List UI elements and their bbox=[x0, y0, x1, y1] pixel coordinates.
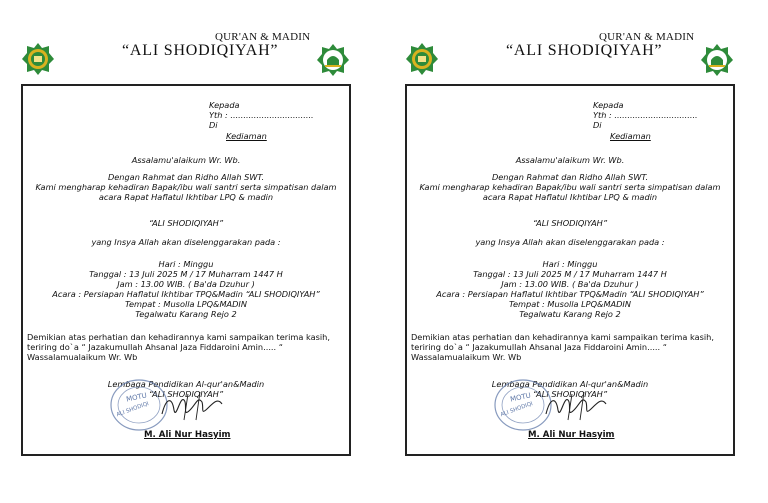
address-kediaman: Kediaman bbox=[610, 131, 651, 141]
schedule-place: Tempat : Musolla LPQ&MADIN bbox=[509, 299, 631, 309]
header-line1: QUR'AN & MADIN bbox=[599, 31, 695, 43]
schedule-event: Acara : Persiapan Haflatul Ikhtibar TPQ&Madin “ALI SHODIQIYAH” bbox=[52, 289, 320, 299]
closing-line-3: Wassalamualaikum Wr. Wb bbox=[27, 352, 138, 362]
closing-line-2: teriring do`a “ Jazakumullah Ahsanal Jaza Fiddaroini Amin..... “ bbox=[27, 342, 283, 352]
header-title: “ALI SHODIQIYAH” bbox=[506, 42, 663, 59]
intro-line-2: Kami mengharap kehadiran Bapak/ibu wali santri serta simpatisan dalam bbox=[35, 182, 337, 192]
invitation-frame bbox=[21, 84, 351, 456]
will-be-held: yang Insya Allah akan diselenggarakan pada : bbox=[91, 237, 281, 247]
address-kepada: Kepada bbox=[593, 100, 624, 110]
intro-line-1: Dengan Rahmat dan Ridho Allah SWT. bbox=[107, 172, 265, 182]
closing-line-1: Demikian atas perhatian dan kehadirannya kami sampaikan terima kasih, bbox=[411, 332, 714, 342]
schedule-date: Tanggal : 13 Juli 2025 M / 17 Muharram 1447 H bbox=[89, 269, 283, 279]
mosque-emblem-icon bbox=[700, 43, 734, 77]
schedule-time: Jam : 13.00 WIB. ( Ba'da Dzuhur ) bbox=[501, 279, 639, 289]
stamp-top-text: MOTU bbox=[509, 391, 532, 404]
header-line1: QUR'AN & MADIN bbox=[215, 31, 311, 43]
address-yth: Yth : ................................ bbox=[593, 110, 698, 120]
intro-line-2: Kami mengharap kehadiran Bapak/ibu wali santri serta simpatisan dalam bbox=[419, 182, 721, 192]
schedule-place2: Tegalwatu Karang Rejo 2 bbox=[135, 309, 237, 319]
lpq-emblem-icon bbox=[405, 42, 439, 76]
schedule-day: Hari : Minggu bbox=[542, 259, 598, 269]
stamp-mid-text: ALI SHODIQI bbox=[499, 401, 534, 419]
intro-line-3: acara Rapat Haflatul Ikhtibar LPQ & madin bbox=[482, 192, 658, 202]
sign-institution-name: “ALI SHODIQIYAH” bbox=[532, 389, 608, 399]
address-yth: Yth : ................................ bbox=[209, 110, 314, 120]
closing-line-2: teriring do`a “ Jazakumullah Ahsanal Jaza Fiddaroini Amin..... “ bbox=[411, 342, 667, 352]
sign-institution-name: “ALI SHODIQIYAH” bbox=[148, 389, 224, 399]
schedule-day: Hari : Minggu bbox=[158, 259, 214, 269]
greeting: Assalamu'alaikum Wr. Wb. bbox=[515, 155, 625, 165]
closing-line-1: Demikian atas perhatian dan kehadirannya kami sampaikan terima kasih, bbox=[27, 332, 330, 342]
header-title: “ALI SHODIQIYAH” bbox=[122, 42, 279, 59]
schedule-place2: Tegalwatu Karang Rejo 2 bbox=[519, 309, 621, 319]
mosque-emblem-icon bbox=[316, 43, 350, 77]
org-name: “ALI SHODIQIYAH” bbox=[148, 218, 224, 228]
stamp-mid-text: ALI SHODIQI bbox=[115, 401, 150, 419]
sign-institution: Lembaga Pendidikan Al-qur'an&Madin bbox=[107, 379, 265, 389]
org-name: “ALI SHODIQIYAH” bbox=[532, 218, 608, 228]
address-di: Di bbox=[593, 120, 602, 130]
will-be-held: yang Insya Allah akan diselenggarakan pada : bbox=[475, 237, 665, 247]
sign-institution: Lembaga Pendidikan Al-qur'an&Madin bbox=[491, 379, 649, 389]
schedule-event: Acara : Persiapan Haflatul Ikhtibar TPQ&Madin “ALI SHODIQIYAH” bbox=[436, 289, 704, 299]
greeting: Assalamu'alaikum Wr. Wb. bbox=[131, 155, 241, 165]
signer-name: M. Ali Nur Hasyim bbox=[528, 430, 615, 440]
address-kediaman: Kediaman bbox=[226, 131, 267, 141]
address-di: Di bbox=[209, 120, 218, 130]
schedule-place: Tempat : Musolla LPQ&MADIN bbox=[125, 299, 247, 309]
lpq-emblem-icon bbox=[21, 42, 55, 76]
intro-line-3: acara Rapat Haflatul Ikhtibar LPQ & madin bbox=[98, 192, 274, 202]
closing-line-3: Wassalamualaikum Wr. Wb bbox=[411, 352, 522, 362]
intro-line-1: Dengan Rahmat dan Ridho Allah SWT. bbox=[491, 172, 649, 182]
schedule-date: Tanggal : 13 Juli 2025 M / 17 Muharram 1447 H bbox=[473, 269, 667, 279]
signer-name: M. Ali Nur Hasyim bbox=[144, 430, 231, 440]
schedule-time: Jam : 13.00 WIB. ( Ba'da Dzuhur ) bbox=[117, 279, 255, 289]
invitation-frame bbox=[405, 84, 735, 456]
stamp-top-text: MOTU bbox=[125, 391, 148, 404]
address-kepada: Kepada bbox=[209, 100, 240, 110]
handwritten-signature bbox=[542, 390, 612, 424]
handwritten-signature bbox=[158, 390, 228, 424]
invitation-sheet-right bbox=[384, 0, 768, 503]
